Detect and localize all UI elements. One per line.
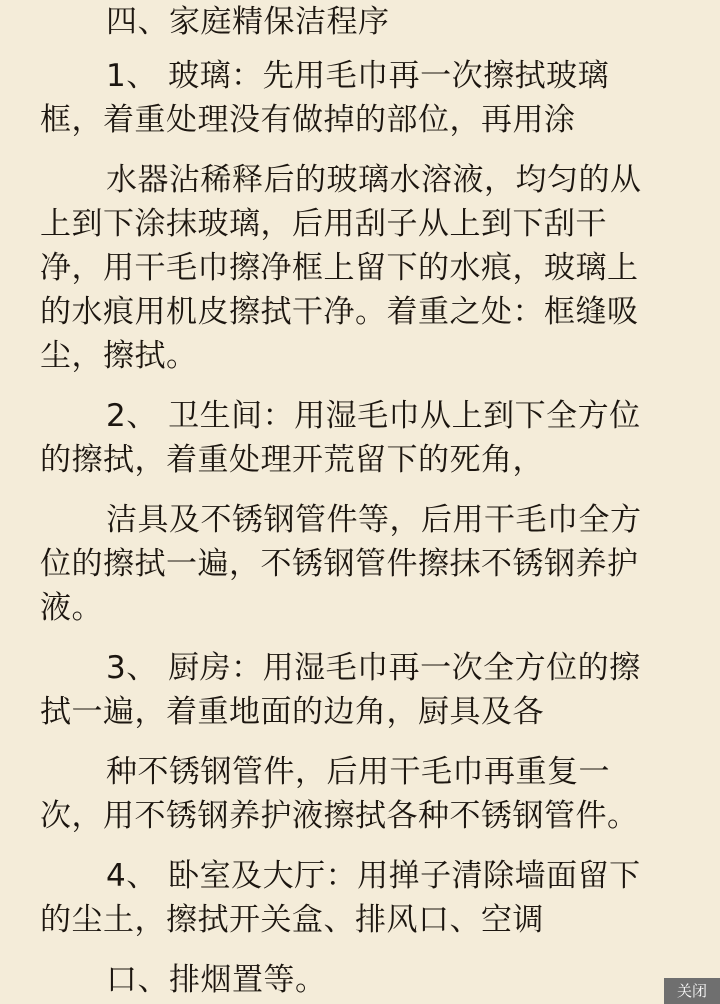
- text-line: 的擦拭，着重处理开荒留下的死角，: [40, 442, 544, 478]
- text-line: 种不锈钢管件，后用干毛巾再重复一: [106, 754, 610, 790]
- text-line: 液。: [40, 590, 103, 626]
- text-line: 净，用干毛巾擦净框上留下的水痕，玻璃上: [40, 250, 639, 286]
- text-line: 位的擦拭一遍，不锈钢管件擦抹不锈钢养护: [40, 546, 639, 582]
- text-line: 的尘土，擦拭开关盒、排风口、空调: [40, 902, 544, 938]
- text-line: 尘，擦拭。: [40, 338, 198, 374]
- section-heading: 四、家庭精保洁程序: [106, 4, 390, 40]
- close-button[interactable]: 关闭: [664, 978, 720, 1004]
- text-line: 上到下涂抹玻璃，后用刮子从上到下刮干: [40, 206, 607, 242]
- text-line: 口、排烟置等。: [106, 962, 327, 998]
- text-line: 拭一遍，着重地面的边角，厨具及各: [40, 694, 544, 730]
- text-line: 的水痕用机皮擦拭干净。着重之处：框缝吸: [40, 294, 639, 330]
- text-line: 1、 玻璃：先用毛巾再一次擦拭玻璃: [106, 58, 610, 94]
- text-line: 2、 卫生间：用湿毛巾从上到下全方位: [106, 398, 641, 434]
- text-line: 水器沾稀释后的玻璃水溶液，均匀的从: [106, 162, 642, 198]
- text-line: 洁具及不锈钢管件等，后用干毛巾全方: [106, 502, 642, 538]
- text-line: 4、 卧室及大厅：用掸子清除墙面留下: [106, 858, 641, 894]
- text-line: 3、 厨房：用湿毛巾再一次全方位的擦: [106, 650, 641, 686]
- text-line: 次，用不锈钢养护液擦拭各种不锈钢管件。: [40, 798, 639, 834]
- text-line: 框，着重处理没有做掉的部位，再用涂: [40, 102, 576, 138]
